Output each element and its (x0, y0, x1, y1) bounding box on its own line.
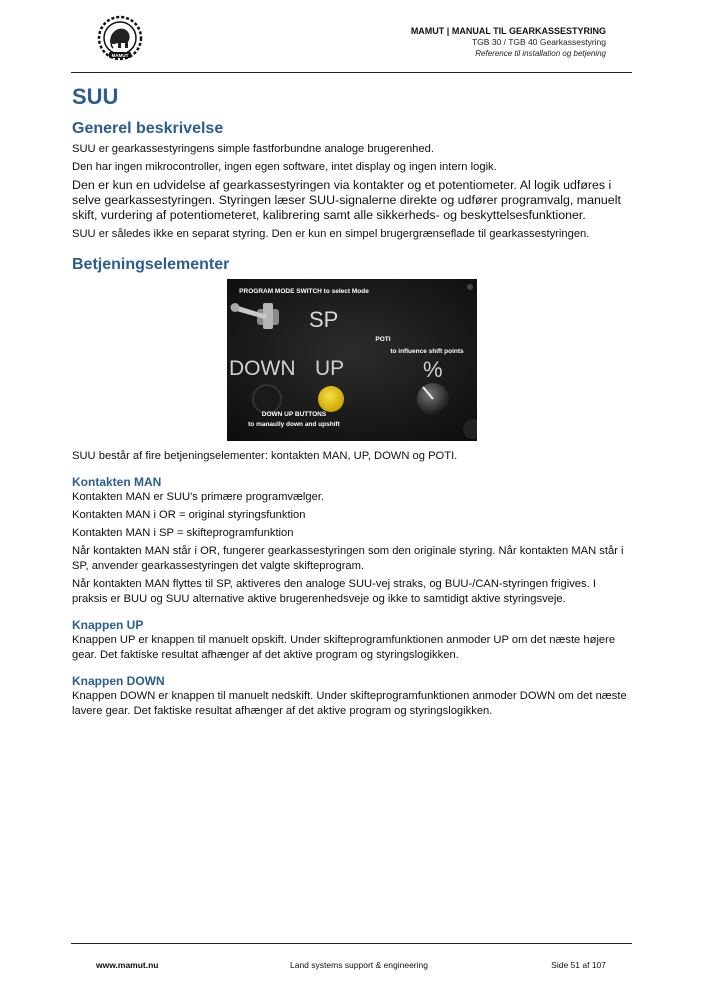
header-divider (71, 72, 632, 73)
photo-mode-switch-label: PROGRAM MODE SWITCH to select Mode (239, 287, 369, 295)
footer-divider (71, 943, 632, 944)
poti-knob-icon (417, 383, 449, 415)
photo-poti-title: POTI (375, 335, 391, 343)
page-content (72, 84, 632, 722)
page-header (0, 0, 703, 74)
photo-buttons-title: DOWN UP BUTTONS (261, 410, 327, 418)
general-heading: Generel beskrivelse (72, 120, 224, 137)
man-paragraph-5: Når kontakten MAN flyttes til SP, aktiveres den analoge SUU-vej straks, og BUU-/CAN-styringen frigives. I praksis er BUU og SUU alternative aktive brugerenhedsveje og ikke to samtidigt aktive styringsveje. (72, 577, 596, 605)
general-paragraph-2: Den har ingen mikrocontroller, ingen egen software, intet display og ingen intern logik. (72, 161, 497, 173)
document-reference: Reference til installation og betjening (475, 49, 606, 58)
footer-website: www.mamut.nu (96, 960, 159, 970)
man-paragraph-3: Kontakten MAN i SP = skifteprogramfunktion (72, 526, 294, 539)
photo-up-label: UP (315, 356, 345, 380)
controls-intro: SUU består af fire betjeningselementer: kontakten MAN, UP, DOWN og POTI. (72, 449, 458, 462)
down-paragraph-1: Knappen DOWN er knappen til manuelt nedskift. Under skifteprogramfunktionen anmoder DOWN om det næste lavere gear. Det faktiske resultat afhænger af det aktive program og styringslogikken. (72, 689, 627, 717)
footer-page-number: Side 51 af 107 (551, 960, 606, 970)
down-button-icon (253, 385, 281, 413)
controls-heading: Betjeningselementer (72, 255, 230, 273)
footer-tagline: Land systems support & engineering (290, 960, 428, 970)
svg-text:MAMUT: MAMUT (111, 53, 129, 58)
document-subtitle: TGB 30 / TGB 40 Gearkassestyring (471, 37, 606, 47)
general-paragraph-1: SUU er gearkassestyringens simple fastforbundne analoge brugerenhed. (72, 143, 434, 155)
up-button-icon (318, 386, 344, 412)
general-paragraph-4: SUU er således ikke en separat styring. Den er kun en simpel brugergrænseflade til gearkassestyringen. (72, 227, 590, 240)
photo-percent-label: % (423, 356, 443, 382)
section-title: SUU (72, 84, 119, 109)
photo-sp-label: SP (309, 306, 339, 332)
photo-down-label: DOWN (229, 356, 296, 380)
suu-control-panel-photo (227, 279, 477, 441)
general-paragraph-3: Den er kun en udvidelse af gearkassestyringen via kontakter og et potentiometer. Al logik udføres i selve gearkassestyringen. Styringen læser SUU-signalerne direkte og udfører programvalg, manuelt skift, vurdering af potentiometeret, kalibrering samt alle sikkerheds- og beskyttelsesfunktioner. (72, 178, 621, 223)
down-heading: Knappen DOWN (72, 673, 165, 688)
man-heading: Kontakten MAN (72, 474, 162, 489)
up-paragraph-1: Knappen UP er knappen til manuelt opskift. Under skifteprogramfunktionen anmoder UP om det næste højere gear. Det faktiske resultat afhænger af det aktive program og styringslogikken. (72, 633, 616, 661)
photo-poti-subtitle: to influence shift points (390, 347, 464, 355)
man-paragraph-1: Kontakten MAN er SUU's primære programvælger. (72, 490, 325, 503)
document-title: MAMUT | MANUAL TIL GEARKASSESTYRING (410, 26, 606, 36)
mamut-logo-icon (96, 14, 144, 62)
man-paragraph-2: Kontakten MAN i OR = original styringsfunktion (72, 508, 306, 521)
up-heading: Knappen UP (72, 617, 144, 632)
man-paragraph-4: Når kontakten MAN står i OR, fungerer gearkassestyringen som den originale styring. Når kontakten MAN står i SP, anvender gearkassestyringen det valgte skifteprogram. (72, 544, 624, 572)
photo-buttons-subtitle: to manaully down and upshift (248, 420, 340, 428)
